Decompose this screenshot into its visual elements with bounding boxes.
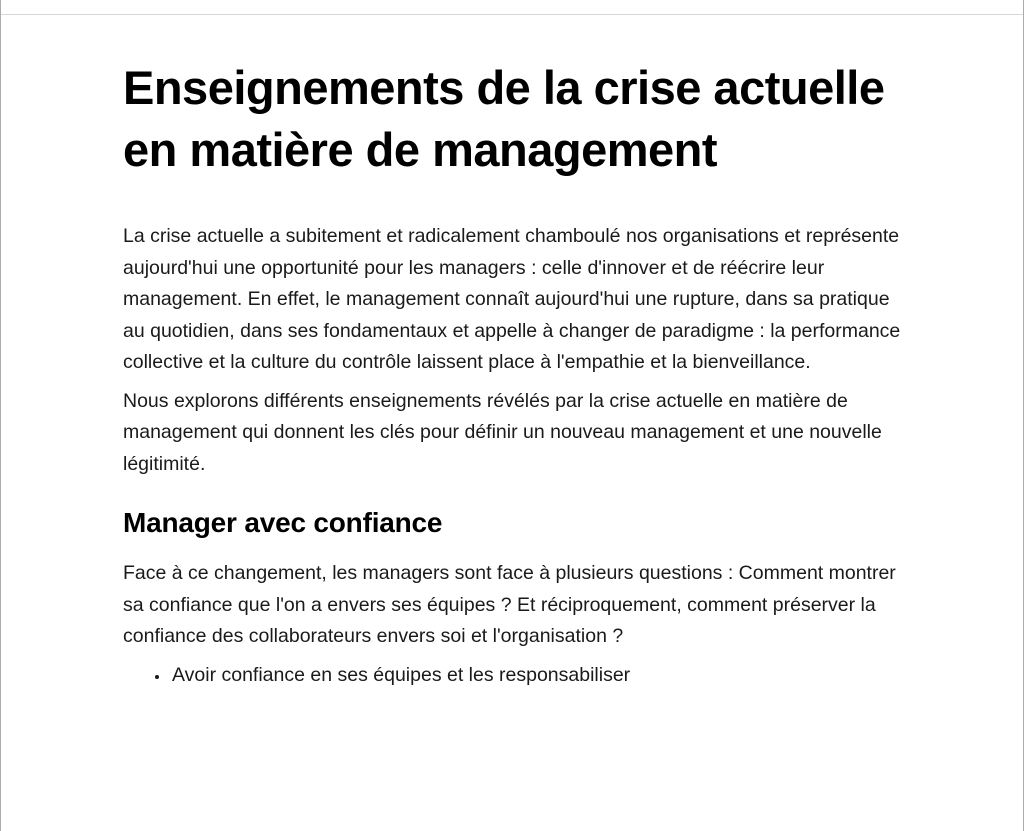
article-content <box>123 0 913 691</box>
intro-paragraph-1: La crise actuelle a subitement et radicalement chamboulé nos organisations et représente aujourd'hui une opportunité pour les managers : celle d'innover et de réécrire leur management. En effet, le management connaît aujourd'hui une rupture, dans sa pratique au quotidien, dans ses fondamentaux et appelle à changer de paradigme : la performance collective et la culture du contrôle laissent place à l'empathie et la bienveillance. <box>123 225 901 373</box>
bullet-list <box>123 660 913 692</box>
list-item: • Avoir confiance en ses équipes et les responsabiliser <box>170 660 913 692</box>
section-paragraph: Face à ce changement, les managers sont face à plusieurs questions : Comment montrer sa confiance que l'on a envers ses équipes ? Et réciproquement, comment préserver la confiance des collaborateurs envers soi et l'organisation ? <box>123 562 896 647</box>
intro-paragraph-2: Nous explorons différents enseignements révélés par la crise actuelle en matière de management qui donnent les clés pour définir un nouveau management et une nouvelle légitimité. <box>123 389 882 475</box>
page-title: Enseignements de la crise actuelle en matière de management <box>123 61 885 176</box>
section-heading: Manager avec confiance <box>123 507 443 538</box>
